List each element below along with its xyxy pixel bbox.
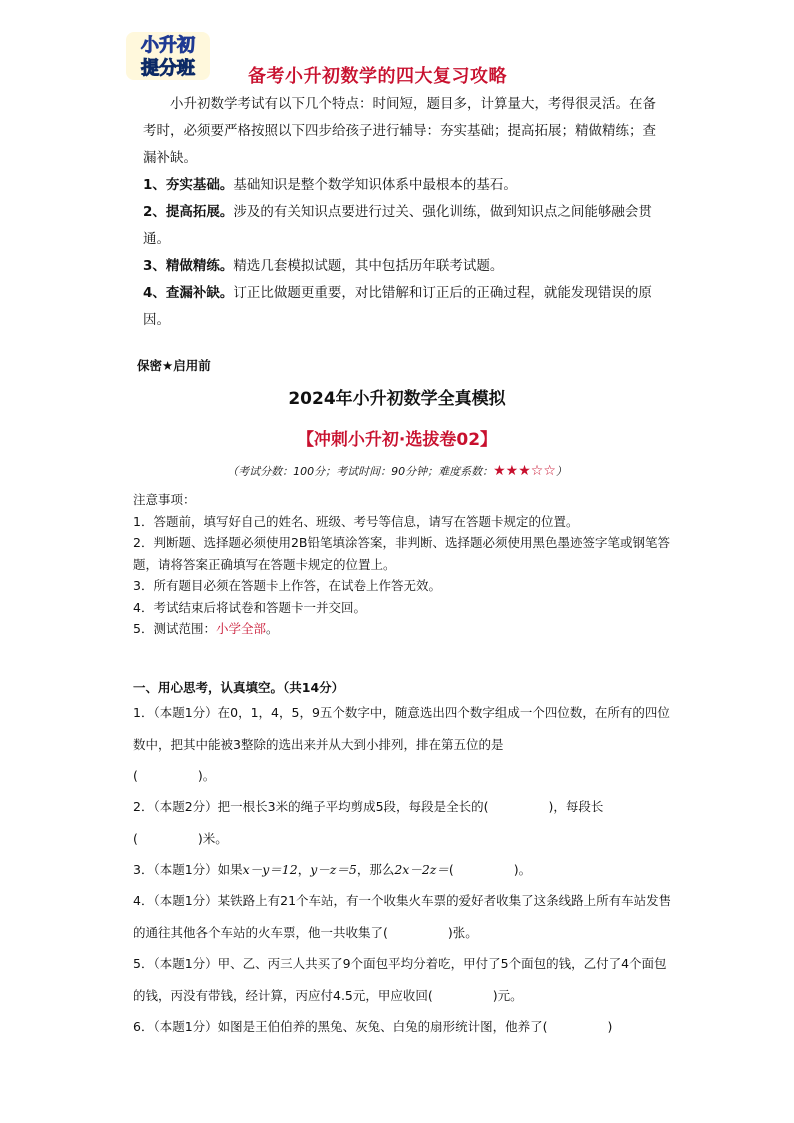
step-label: 1、夯实基础。 bbox=[143, 177, 234, 193]
meta-prefix: （考试分数：100分；考试时间：90分钟；难度系数： bbox=[227, 465, 494, 478]
question-1 bbox=[133, 697, 673, 792]
q1-text: 1．（本题1分）在0，1，4，5，9五个数字中，随意选出四个数字组成一个四位数，在所有的四位数中，把其中能被3整除的选出来并从大到小排列，排在第五位的是 bbox=[133, 705, 670, 752]
exam-subtitle: 【冲刺小升初·选拔卷02】 bbox=[296, 430, 498, 450]
q5-end: )元。 bbox=[492, 987, 523, 1003]
note-item: 2．判断题、选择题必须使用2B铅笔填涂答案，非判断、选择题必须使用黑色墨迹签字笔或钢笔答题，请将答案正确填写在答题卡规定的位置上。 bbox=[133, 535, 670, 572]
q4-end: )张。 bbox=[447, 924, 478, 940]
intro-step-4 bbox=[143, 280, 665, 334]
intro-paragraph-text: 小升初数学考试有以下几个特点：时间短，题目多，计算量大，考得很灵活。在备考时，必须要严格按照以下四步给孩子进行辅导：夯实基础；提高拓展；精做精练；查漏补缺。 bbox=[143, 96, 656, 166]
step-text: 基础知识是整个数学知识体系中最根本的基石。 bbox=[233, 177, 517, 193]
q3-eq3: 2x－2z＝ bbox=[394, 862, 449, 877]
question-2 bbox=[133, 791, 673, 854]
scope-value: 小学全部 bbox=[215, 621, 266, 636]
q2-end: )米。 bbox=[197, 830, 228, 846]
intro-headline: 备考小升初数学的四大复习攻略 bbox=[248, 66, 507, 87]
q3-sep: ， bbox=[297, 862, 311, 877]
question-3 bbox=[133, 854, 673, 886]
exam-title: 2024年小升初数学全真模拟 bbox=[288, 389, 506, 409]
q5-text: 5．（本题1分）甲、乙、丙三人共买了9个面包平均分着吃，甲付了5个面包的钱，乙付了4个面包的钱，丙没有带钱，经计算，丙应付4.5元，甲应收回( bbox=[133, 956, 667, 1003]
note-item: 4．考试结束后将试卷和答题卡一并交回。 bbox=[133, 599, 366, 615]
section-heading: 一、用心思考，认真填空。（共14分） bbox=[133, 680, 345, 695]
star-empty-icon: ☆ bbox=[530, 463, 544, 479]
logo-line1: 小升初 bbox=[141, 35, 195, 56]
difficulty-stars bbox=[493, 463, 556, 479]
step-label: 3、精做精练。 bbox=[143, 258, 234, 274]
intro-paragraph bbox=[143, 91, 665, 172]
q3-eq1: x－y＝12 bbox=[242, 862, 298, 877]
q1-open: ( bbox=[133, 768, 138, 783]
question-6 bbox=[133, 1011, 673, 1043]
logo-line2: 提分班 bbox=[141, 58, 195, 79]
intro-step-3 bbox=[143, 253, 665, 280]
step-label: 2、提高拓展。 bbox=[143, 204, 234, 220]
q6-end: ) bbox=[607, 1019, 613, 1034]
star-filled-icon: ★ bbox=[493, 463, 506, 479]
q3-text: 3．（本题1分）如果 bbox=[133, 862, 243, 877]
step-label: 4、查漏补缺。 bbox=[143, 285, 234, 301]
q2-mid: )，每段长 bbox=[548, 799, 604, 814]
meta-suffix: ） bbox=[555, 465, 567, 478]
note-item: 1．答题前，填写好自己的姓名、班级、考号等信息，请写在答题卡规定的位置。 bbox=[133, 513, 579, 529]
question-4 bbox=[133, 885, 673, 948]
notes-title: 注意事项： bbox=[133, 492, 196, 507]
secret-mark: 保密★启用前 bbox=[137, 358, 211, 373]
star-empty-icon: ☆ bbox=[543, 463, 556, 479]
star-filled-icon: ★ bbox=[518, 463, 531, 479]
note-scope bbox=[133, 618, 673, 640]
q3-eq2: y－z＝5 bbox=[310, 862, 357, 877]
logo-badge-icon bbox=[125, 30, 211, 82]
step-text: 涉及的有关知识点要进行过关、强化训练，做到知识点之间能够融会贯通。 bbox=[143, 204, 652, 247]
note-item: 3．所有题目必须在答题卡上作答，在试卷上作答无效。 bbox=[133, 578, 441, 593]
q3-end: )。 bbox=[513, 862, 532, 877]
q3-mid: ，那么 bbox=[356, 862, 395, 877]
q1-close: )。 bbox=[197, 768, 216, 783]
step-text: 订正比做题更重要，对比错解和订正后的正确过程，就能发现错误的原因。 bbox=[143, 285, 652, 328]
question-5 bbox=[133, 948, 673, 1011]
q2-open: ( bbox=[133, 830, 138, 846]
q3-open: ( bbox=[448, 862, 454, 877]
notes bbox=[133, 489, 673, 640]
scope-end: 。 bbox=[265, 621, 279, 636]
step-text: 精选几套模拟试题，其中包括历年联考试题。 bbox=[233, 258, 504, 274]
q4-text: 4．（本题1分）某铁路上有21个车站，有一个收集火车票的爱好者收集了这条线路上所有车站发售的通往其他各个车站的火车票，他一共收集了( bbox=[133, 893, 672, 940]
star-filled-icon: ★ bbox=[505, 463, 519, 479]
intro-step-1 bbox=[143, 172, 665, 199]
q6-text: 6．（本题1分）如图是王伯伯养的黑兔、灰兔、白兔的扇形统计图，他养了( bbox=[133, 1019, 548, 1034]
exam-meta bbox=[0, 463, 794, 479]
scope-label: 5．测试范围： bbox=[133, 621, 216, 636]
intro-step-2 bbox=[143, 199, 665, 253]
q2-text: 2．（本题2分）把一根长3米的绳子平均剪成5段，每段是全长的( bbox=[133, 799, 489, 814]
